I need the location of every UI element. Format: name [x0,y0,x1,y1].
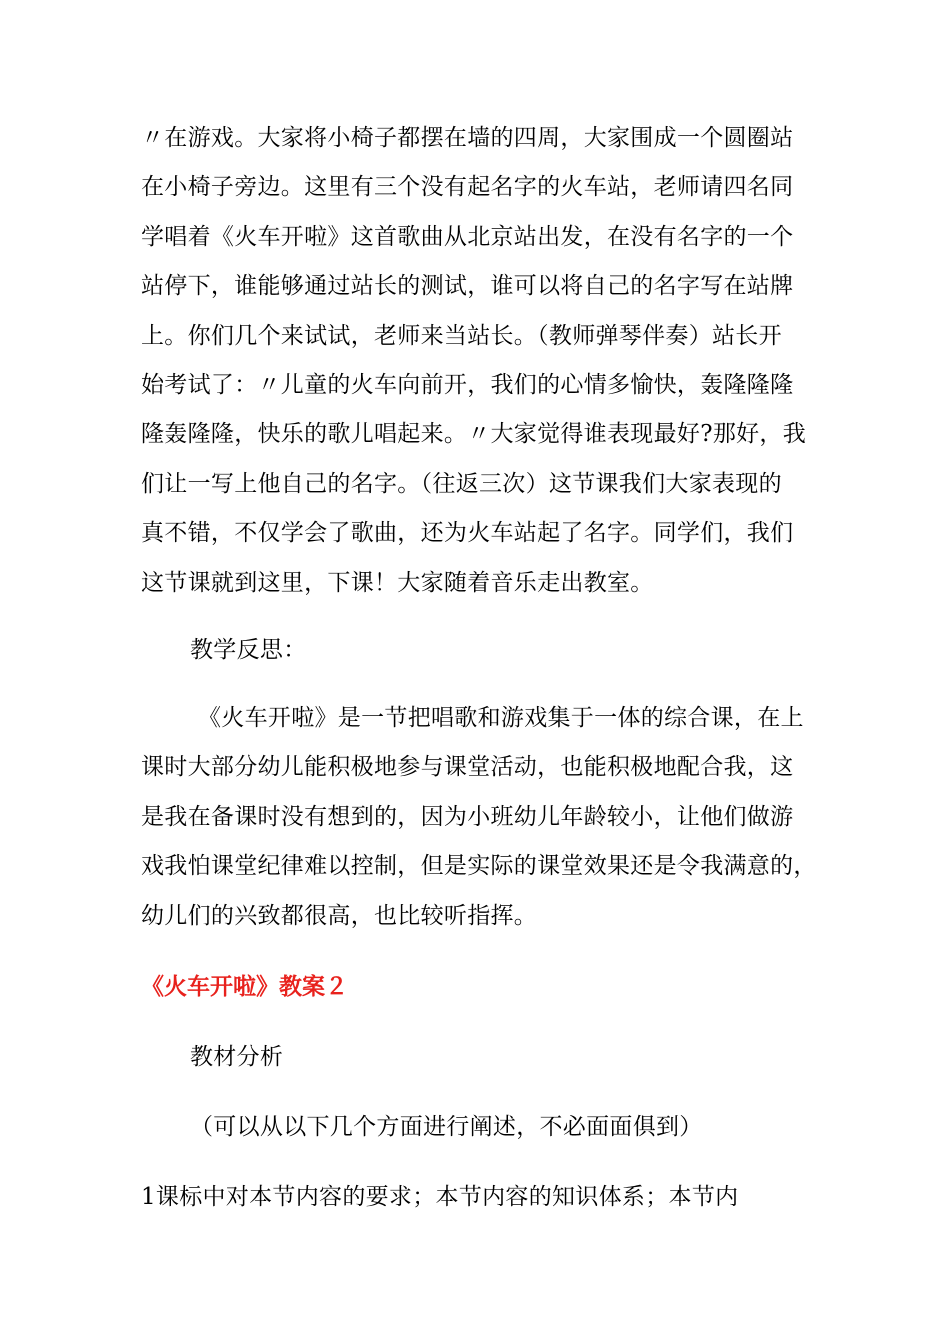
text-line: 戏我怕课堂纪律难以控制，但是实际的课堂效果还是令我满意的， [141,853,817,880]
text-line: 学唱着《火车开啦》这首歌曲从北京站出发，在没有名字的一个 [141,223,794,250]
text-line: 这节课就到这里，下课！大家随着音乐走出教室。 [141,569,654,596]
text-line: 隆轰隆隆，快乐的歌儿唱起来。〃大家觉得谁表现最好?那好，我 [141,421,807,448]
text-line: 们让一写上他自己的名字。（往返三次）这节课我们大家表现的 [141,470,782,497]
paragraph-reflection [141,694,821,941]
text-line: 真不错，不仅学会了歌曲，还为火车站起了名字。同学们，我们 [141,520,794,547]
text-line: 是我在备课时没有想到的，因为小班幼儿年龄较小，让他们做游 [141,803,794,830]
material-analysis-label: 教材分析 [190,1044,284,1070]
section-heading: 《火车开啦》教案２ [141,974,348,1000]
text-line: 始考试了：〃儿童的火车向前开，我们的心情多愉快，轰隆隆隆 [141,372,794,399]
reflection-label: 教学反思： [190,637,307,663]
text-line: 《火车开啦》是一节把唱歌和游戏集于一体的综合课，在上 [198,705,804,731]
list-item: 1课标中对本节内容的要求；本节内容的知识体系；本节内 [141,1184,739,1210]
text-line: 上。你们几个来试试，老师来当站长。（教师弹琴伴奏）站长开 [141,322,782,349]
text-line: 课时大部分幼儿能积极地参与课堂活动，也能积极地配合我，这 [141,754,794,781]
text-line: 在小椅子旁边。这里有三个没有起名字的火车站，老师请四名同 [141,174,794,201]
text-line: 〃在游戏。大家将小椅子都摆在墙的四周，大家围成一个圆圈站 [141,125,794,151]
paragraph-game-description [141,114,821,608]
text-line: 站停下，谁能够通过站长的测试，谁可以将自己的名字写在站牌 [141,273,794,300]
note-text: （可以从以下几个方面进行阐述，不必面面俱到） [190,1114,703,1140]
text-line: 幼儿们的兴致都很高，也比较听指挥。 [141,902,538,929]
